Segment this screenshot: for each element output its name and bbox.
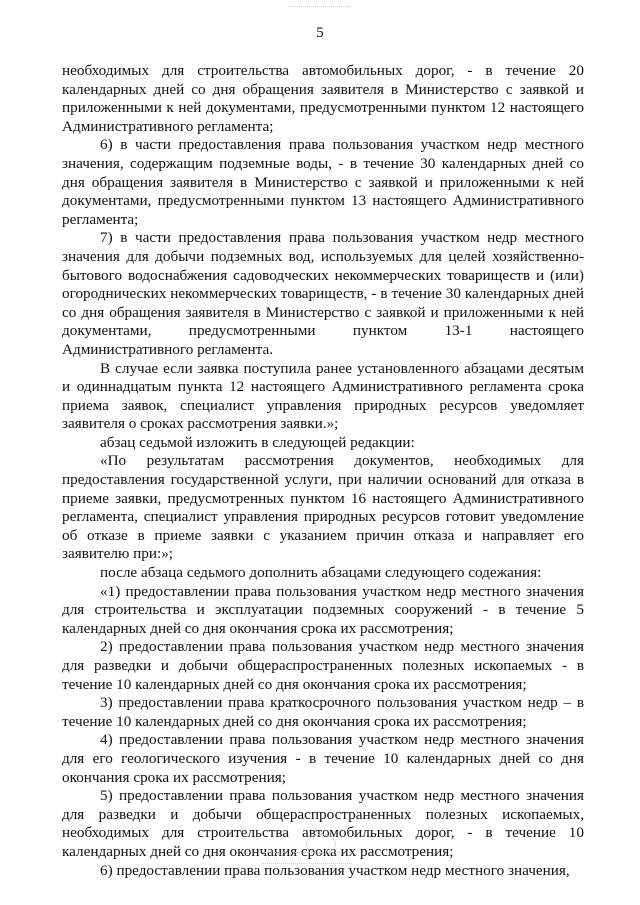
paragraph-early-application: В случае если заявка поступила ранее установленного абзацами десятым и одиннадцатым пункта 12 настоящего Административного регламента срока приема заявок, специалист управления природных ресурсов уведомляет заявителя о сроках рассмотрения заявки.»; (62, 359, 584, 433)
paragraph-item-7: 7) в части предоставления права пользования участком недр местного значения для добычи подземных вод, используемых для целей хозяйственно-бытового водоснабжения садоводческих некоммерческих товариществ и (или) огороднических некоммерческих товариществ, - в течение 30 календарных дней со дня обращения заявителя в Министерство с заявкой и приложенными к ней документами, предусмотренными пунктом 13-1 настоящего Административного регламента. (62, 229, 584, 358)
paragraph-amendment-instruction: абзац седьмой изложить в следующей редакции: (100, 433, 415, 451)
faint-stamp-mark (306, 834, 336, 854)
scan-artifact-bottom (262, 852, 352, 864)
scan-artifact-top (290, 6, 350, 11)
paragraph-list-item-2: 2) предоставлении права пользования участком недр местного значения для разведки и добычи общераспространенных полезных ископаемых - в течение 10 календарных дней со дня окончания срока их рассмотрения; (62, 638, 584, 693)
paragraph-addition-instruction: после абзаца седьмого дополнить абзацами следующего содежания: (100, 564, 542, 582)
document-body (62, 62, 584, 880)
paragraph-item-6: 6) в части предоставления права пользования участком недр местного значения, содержащим подземные воды, - в течение 30 календарных дней со дня обращения заявителя в Министерство с заявкой и приложенными к ней документами, предусмотренными пунктом 13 настоящего Административного регламента; (62, 136, 584, 228)
paragraph-list-item-5: 5) предоставлении права пользования участком недр местного значения для разведки и добычи общераспространенных полезных ископаемых, необходимых для строительства автомобильных дорог, - в течение 10 календарных дней со дня окончания срока их рассмотрения; (62, 787, 584, 860)
paragraph-new-wording: «По результатам рассмотрения документов, необходимых для предоставления государственной услуги, при наличии оснований для отказа в приеме заявки, предусмотренных пунктом 16 настоящего Административного регламента, специалист управления природных ресурсов готовит уведомление об отказе в приеме заявки с указанием причин отказа и направляет его заявителю при:»; (62, 452, 584, 563)
paragraph-list-item-3: 3) предоставлении права краткосрочного пользования участком недр – в течение 10 календарных дней со дня окончания срока их рассмотрения; (62, 694, 584, 730)
paragraph-list-item-4: 4) предоставлении права пользования участком недр местного значения для его геологического изучения - в течение 10 календарных дней со дня окончания срока их рассмотрения; (62, 731, 584, 786)
paragraph-list-item-6: 6) предоставлении права пользования участком недр местного значения, (100, 861, 570, 879)
paragraph-continuation: необходимых для строительства автомобильных дорог, - в течение 20 календарных дней со дня обращения заявителя в Министерство с заявкой и приложенными к ней документами, предусмотренными пунктом 12 настоящего Административного регламента; (62, 62, 584, 135)
page-number: 5 (316, 25, 324, 41)
paragraph-list-item-1: «1) предоставлении права пользования участком недр местного значения для строительства и эксплуатации подземных сооружений - в течение 5 календарных дней со дня окончания срока их рассмотрения; (62, 582, 584, 637)
